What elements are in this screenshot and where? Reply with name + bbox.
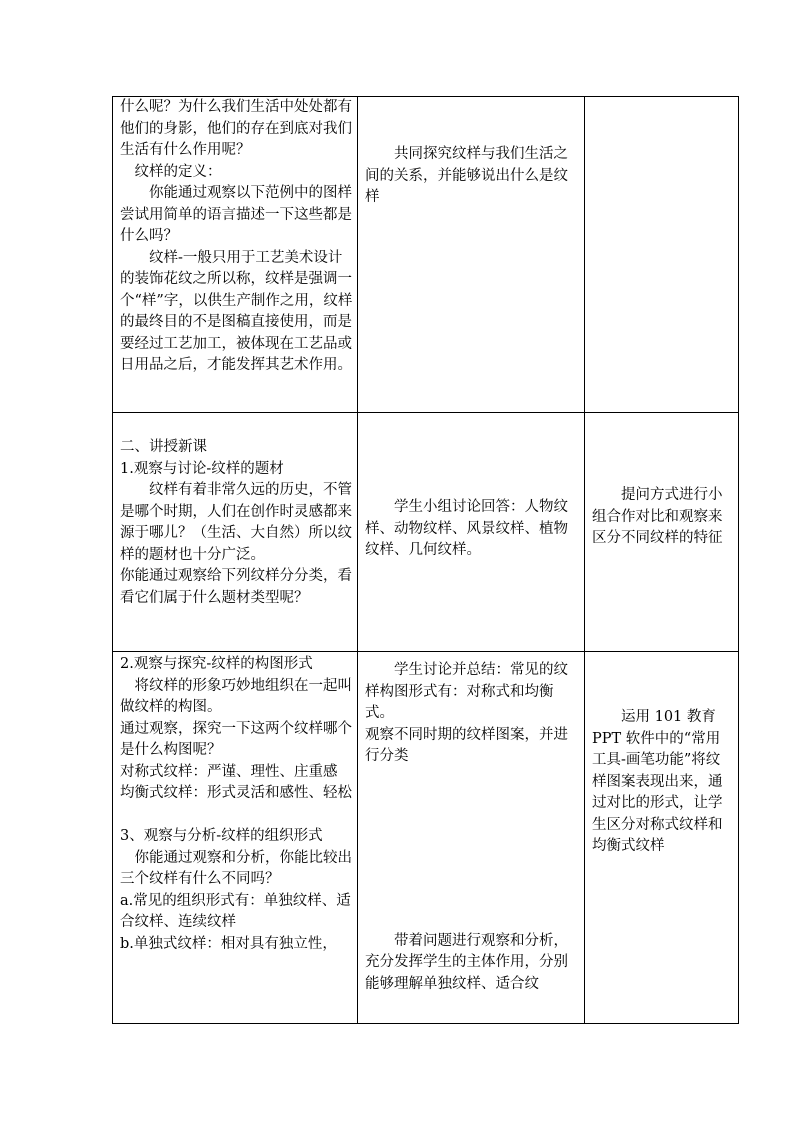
- paragraph: 均衡式纹样：形式灵活和感性、轻松: [120, 785, 352, 801]
- table-row: [113, 97, 739, 413]
- table-row: [113, 652, 739, 1024]
- table-cell-design-intent: [585, 97, 739, 413]
- table-row: [113, 413, 739, 652]
- paragraph: 1.观察与讨论-纹样的题材: [120, 460, 284, 477]
- table-cell-student-activity: [358, 652, 585, 1024]
- paragraph: 纹样有着非常久远的历史，不管是哪个时期，人们在创作时灵感都来源于哪儿？（生活、大自然）所以纹样的题材也十分广泛。: [120, 482, 352, 563]
- table-cell-design-intent: [585, 413, 739, 652]
- paragraph: 你能通过观察以下范例中的图样尝试用简单的语言描述一下这些都是什么吗？: [120, 185, 352, 244]
- paragraph: 通过观察，探究一下这两个纹样哪个是什么构图呢？: [120, 720, 352, 758]
- paragraph: a.常见的组织形式有：单独纹样、适合纹样、连续纹样: [120, 892, 351, 930]
- spacer: [120, 805, 353, 827]
- paragraph: 共同探究纹样与我们生活之间的关系，并能够说出什么是纹样: [365, 146, 568, 205]
- paragraph: b.单独式纹样：相对具有独立性，: [120, 935, 337, 952]
- table-cell-student-activity: [358, 97, 585, 413]
- paragraph: 2.观察与探究-纹样的构图形式: [120, 656, 313, 672]
- paragraph: 对称式纹样：严谨、理性、庄重感: [120, 763, 338, 780]
- table-cell-design-intent: [585, 652, 739, 1024]
- paragraph: 观察不同时期的纹样图案，并进行分类: [365, 726, 568, 764]
- table-cell-process: [113, 97, 358, 413]
- paragraph: 将纹样的形象巧妙地组织在一起叫做纹样的构图。: [120, 677, 352, 715]
- paragraph: 纹样的定义：: [134, 163, 222, 180]
- paragraph: 二、讲授新课: [120, 439, 207, 455]
- paragraph: 3、观察与分析-纹样的组织形式: [120, 828, 323, 844]
- paragraph: 提问方式进行小组合作对比和观察来区分不同纹样的特征: [592, 487, 723, 546]
- paragraph: 学生讨论并总结：常见的纹样构图形式有：对称式和均衡式。: [365, 662, 568, 721]
- paragraph: 你能通过观察和分析，你能比较出三个纹样有什么不同吗？: [120, 849, 352, 887]
- paragraph: 你能通过观察给下列纹样分分类，看看它们属于什么题材类型呢？: [120, 568, 352, 606]
- paragraph: 纹样-一般只用于工艺美术设计的装饰花纹之所以称，纹样是强调一个“样”字，以供生产制作之用，纹样的最终目的不是图稿直接使用，而是要经过工艺加工，被体现在工艺品或日用品之后，才能发挥其艺术作用。: [120, 249, 353, 373]
- paragraph: 带着问题进行观察和分析，充分发挥学生的主体作用，分别能够理解单独纹样、适合纹: [365, 932, 568, 992]
- paragraph: 运用 101 教育 PPT 软件中的“常用工具-画笔功能”将纹样图案表现出来，通过对比的形式，让学生区分对称式纹样和均衡式纹样: [592, 709, 723, 854]
- table-cell-process: [113, 652, 358, 1024]
- paragraph: 什么呢？为什么我们生活中处处都有他们的身影，他们的存在到底对我们生活有什么作用呢？: [120, 99, 352, 158]
- lesson-plan-table: [112, 96, 739, 1024]
- table-cell-process: [113, 413, 358, 652]
- table-cell-student-activity: [358, 413, 585, 652]
- paragraph: 学生小组讨论回答：人物纹样、动物纹样、风景纹样、植物纹样、几何纹样。: [365, 499, 568, 558]
